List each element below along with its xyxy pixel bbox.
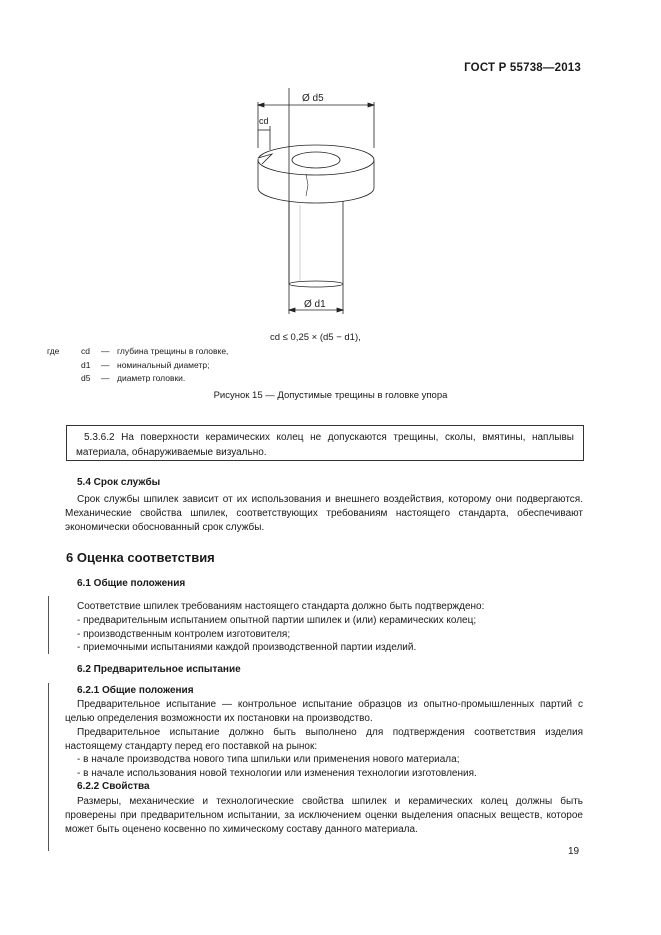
change-bar <box>48 683 49 851</box>
list-item: - предварительным испытанием опытной партии шпилек и (или) керамических колец; <box>77 614 477 626</box>
section-6-1-list <box>77 600 583 655</box>
section-6-heading: 6 Оценка соответствия <box>66 550 215 565</box>
section-5-4-heading: 5.4 Срок службы <box>77 477 161 488</box>
boxed-clause-5-3-6-2: 5.3.6.2 На поверхности керамических колец не допускаются трещины, сколы, вмятины, наплывы материала, обнаруживаемые визуально. <box>66 425 584 461</box>
dim-d5-label: Ø d5 <box>302 93 324 104</box>
section-6-2-2-heading: 6.2.2 Свойства <box>77 781 150 792</box>
list-item: - в начале производства нового типа шпильки или применения нового материала; <box>77 754 460 765</box>
section-6-2-heading: 6.2 Предварительное испытание <box>77 664 241 675</box>
figure-legend: где cd — глубина трещины в головке, d1 — номинальный диаметр; d5 — диаметр головки. <box>47 346 229 383</box>
section-6-2-1-p1: Предварительное испытание — контрольное испытание образцов из опытно-промышленных партий с целью определения возможности их постановки на производство. <box>65 699 583 724</box>
figure-caption: Рисунок 15 — Допустимые трещины в головке упора <box>213 390 448 401</box>
list-item: - в начале использования новой технологии или изменения технологии изготовления. <box>77 767 477 779</box>
section-6-2-1-p2: Предварительное испытание должно быть выполнено для подтверждения соответствия изделия настоящему стандарту перед его поставкой на рынок: <box>65 727 583 752</box>
list-item: - производственным контролем изготовителя; <box>77 628 291 640</box>
stud-figure <box>240 88 410 316</box>
dim-d1-label: Ø d1 <box>304 299 326 310</box>
crack-formula: cd ≤ 0,25 × (d5 − d1), <box>270 332 361 343</box>
section-6-2-1-heading: 6.2.1 Общие положения <box>77 685 194 696</box>
list-intro: Соответствие шпилек требованиям настоящего стандарта должно быть подтверждено: <box>77 601 485 612</box>
list-item: - приемочными испытаниями каждой производственной партии изделий. <box>77 642 417 654</box>
dim-cd-label: cd <box>259 116 269 126</box>
section-6-2-2-paragraph: Размеры, механические и технологические свойства шпилек и керамических колец должны быть проверены при предварительном испытании, за исключением оценки выделения опасных веществ, которое может быть оценено косвенно по химическому составу данного материала. <box>65 796 583 835</box>
section-6-2-1-list <box>77 753 583 781</box>
change-bar <box>48 596 49 654</box>
section-6-1-heading: 6.1 Общие положения <box>77 578 186 589</box>
standard-header: ГОСТ Р 55738—2013 <box>464 62 581 74</box>
page-number: 19 <box>568 846 580 857</box>
section-5-4-paragraph: Срок службы шпилек зависит от их использования и внешнего воздействия, которому они подвергаются. Механические свойства шпилек, соответствующих требованиям настоящего стандарта, обеспечивают экономически обоснованный срок службы. <box>65 494 583 533</box>
